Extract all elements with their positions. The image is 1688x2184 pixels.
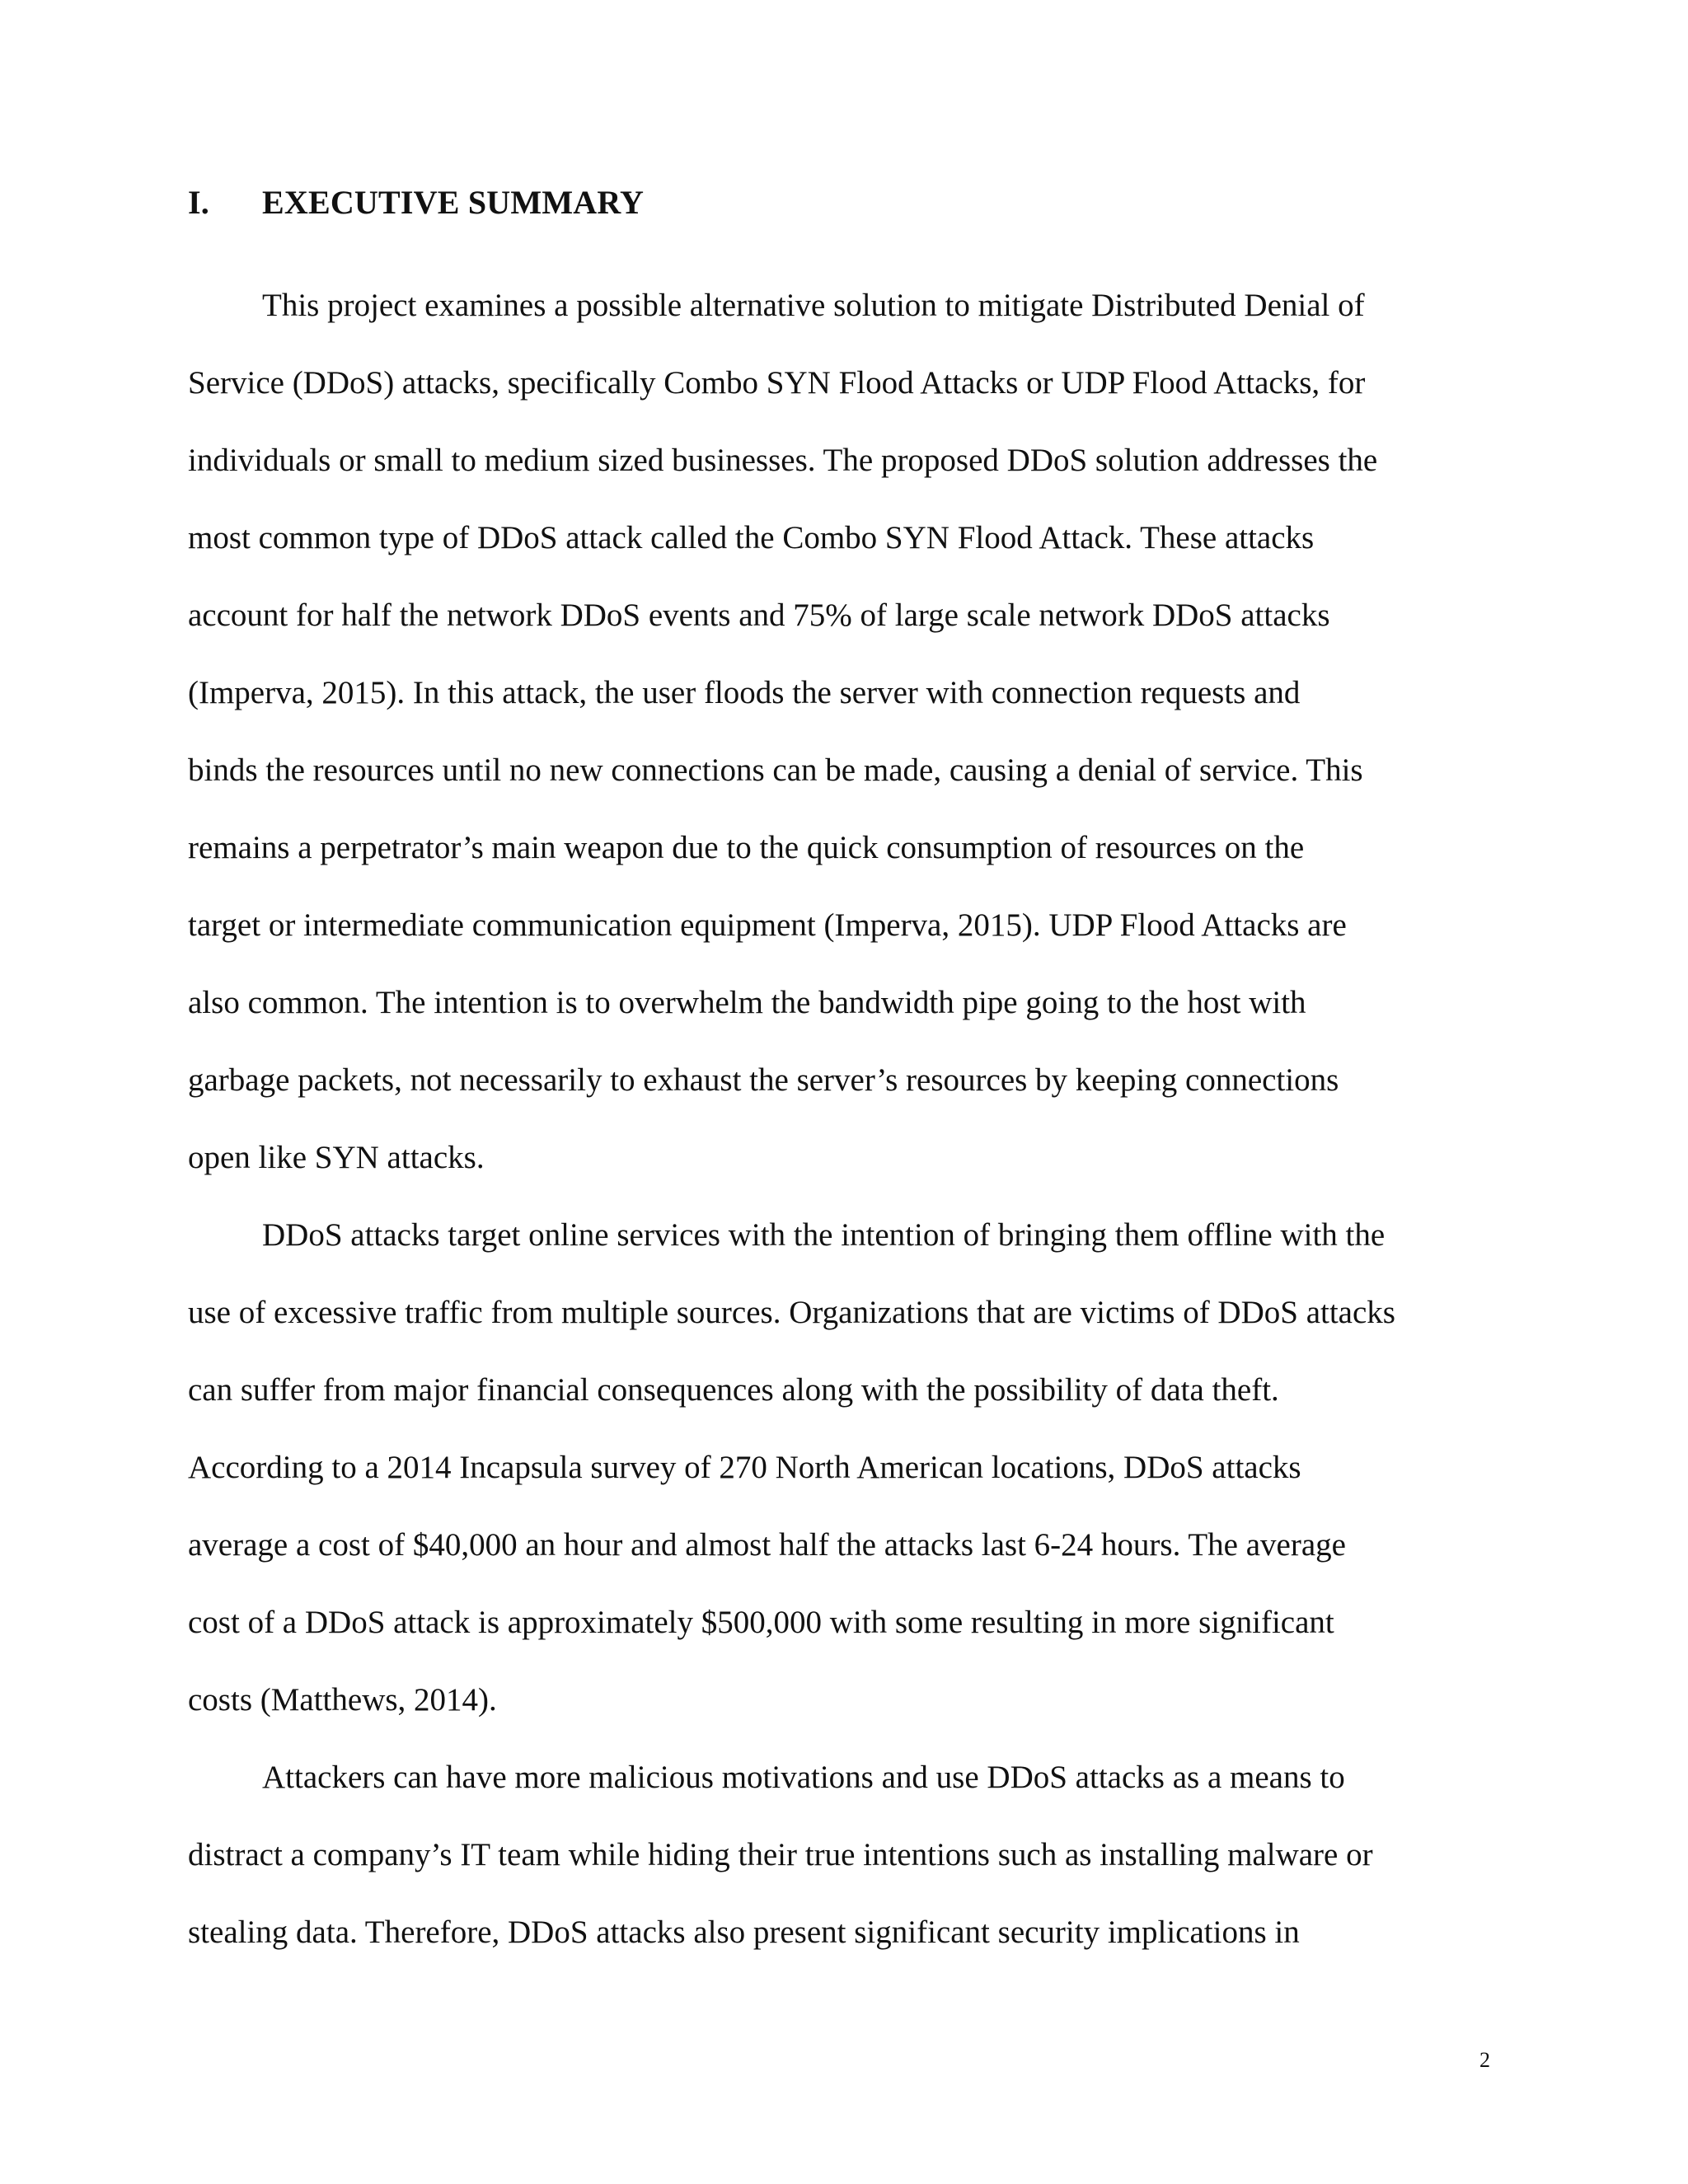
page-number: 2 xyxy=(1479,2048,1490,2072)
paragraph-1-line: open like SYN attacks. xyxy=(188,1140,485,1175)
paragraph-2-line: cost of a DDoS attack is approximately $500,000 with some resulting in more significant xyxy=(188,1605,1334,1640)
paragraph-3-line: distract a company’s IT team while hiding their true intentions such as installing malware or xyxy=(188,1837,1373,1872)
paragraph-2-line: use of excessive traffic from multiple sources. Organizations that are victims of DDoS attacks xyxy=(188,1295,1395,1330)
paragraph-1-line: account for half the network DDoS events and 75% of large scale network DDoS attacks xyxy=(188,598,1330,633)
paragraph-1-line: target or intermediate communication equipment (Imperva, 2015). UDP Flood Attacks are xyxy=(188,907,1347,943)
paragraph-2-line: average a cost of $40,000 an hour and almost half the attacks last 6-24 hours. The average xyxy=(188,1527,1346,1563)
section-title: EXECUTIVE SUMMARY xyxy=(262,184,645,221)
section-number: I. xyxy=(188,184,209,221)
section-heading xyxy=(188,183,644,222)
paragraph-3-line: stealing data. Therefore, DDoS attacks also present significant security implications in xyxy=(188,1915,1300,1950)
paragraph-1-line: (Imperva, 2015). In this attack, the user floods the server with connection requests and xyxy=(188,675,1301,710)
paragraph-1-line: This project examines a possible alternative solution to mitigate Distributed Denial of xyxy=(262,288,1365,323)
paragraph-2-line: can suffer from major financial consequences along with the possibility of data theft. xyxy=(188,1372,1279,1408)
paragraph-1-line: most common type of DDoS attack called the Combo SYN Flood Attack. These attacks xyxy=(188,520,1315,555)
paragraph-2-line: DDoS attacks target online services with the intention of bringing them offline with the xyxy=(262,1217,1386,1253)
paragraph-1-line: individuals or small to medium sized businesses. The proposed DDoS solution addresses the xyxy=(188,443,1378,478)
paragraph-1-line: remains a perpetrator’s main weapon due to the quick consumption of resources on the xyxy=(188,830,1305,865)
paragraph-2-line: According to a 2014 Incapsula survey of 270 North American locations, DDoS attacks xyxy=(188,1450,1301,1485)
paragraph-3-line: Attackers can have more malicious motivations and use DDoS attacks as a means to xyxy=(262,1760,1345,1795)
paragraph-1-line: also common. The intention is to overwhelm the bandwidth pipe going to the host with xyxy=(188,985,1306,1020)
paragraph-1-line: garbage packets, not necessarily to exhaust the server’s resources by keeping connections xyxy=(188,1062,1339,1098)
paragraph-2-line: costs (Matthews, 2014). xyxy=(188,1682,497,1718)
paragraph-1-line: binds the resources until no new connections can be made, causing a denial of service. This xyxy=(188,752,1363,788)
paragraph-1-line: Service (DDoS) attacks, specifically Combo SYN Flood Attacks or UDP Flood Attacks, for xyxy=(188,365,1366,401)
body-text xyxy=(188,281,1507,1985)
